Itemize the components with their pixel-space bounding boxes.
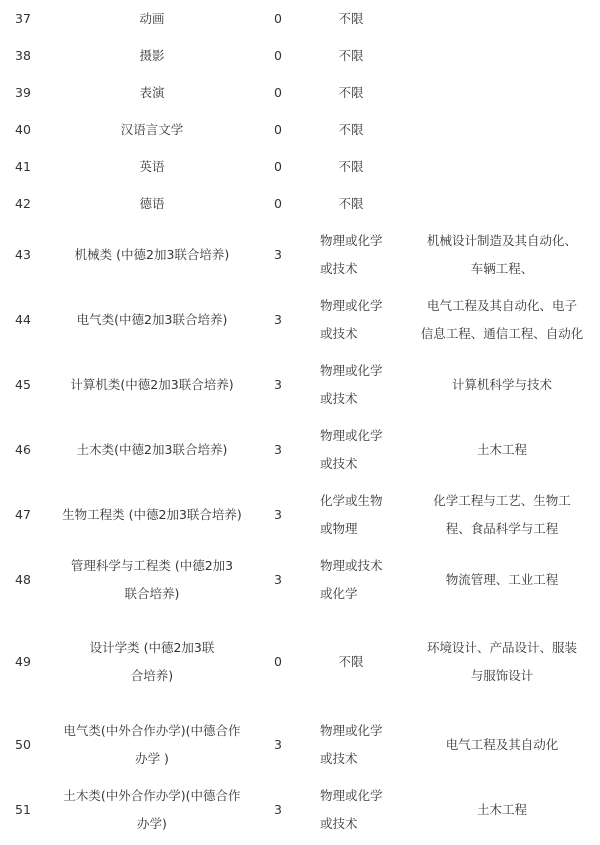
subject-requirement-text: 不限 — [338, 654, 364, 669]
row-number-text: 46 — [15, 441, 31, 457]
table-row — [0, 37, 600, 74]
row-number-text: 37 — [15, 10, 31, 26]
row-number — [0, 306, 46, 334]
enrollment-count-text: 3 — [274, 376, 282, 392]
row-number-text: 48 — [15, 571, 31, 587]
included-majors — [404, 436, 600, 464]
enrollment-count-text: 3 — [274, 441, 282, 457]
row-number — [0, 116, 46, 144]
subject-requirement-text: 物理或化学 或技术 — [320, 787, 383, 831]
major-category-name — [46, 42, 258, 70]
enrollment-count-text: 0 — [274, 195, 282, 211]
subject-requirement-text: 物理或化学 或技术 — [320, 232, 383, 276]
table-row — [0, 111, 600, 148]
enrollment-count-text: 3 — [274, 246, 282, 262]
major-category-name — [46, 5, 258, 33]
major-category-name — [46, 306, 258, 334]
included-majors-text: 土木工程 — [476, 441, 527, 457]
subject-requirement-text: 物理或化学 或技术 — [320, 427, 383, 471]
subject-requirement — [298, 5, 404, 33]
enrollment-count — [258, 731, 298, 759]
enrollment-count — [258, 5, 298, 33]
row-number — [0, 436, 46, 464]
major-category-name — [46, 371, 258, 399]
major-category-name — [46, 241, 258, 269]
row-number-text: 39 — [15, 84, 31, 100]
subject-requirement-text: 不限 — [338, 158, 364, 174]
major-category-name-text: 电气类(中德2加3联合培养) — [76, 311, 228, 327]
table-row — [0, 777, 600, 842]
row-number — [0, 566, 46, 594]
enrollment-count-text: 3 — [274, 506, 282, 522]
subject-requirement-text: 不限 — [338, 10, 364, 26]
major-category-name-text: 设计学类 (中德2加3联 合培养) — [89, 640, 215, 683]
row-number — [0, 371, 46, 399]
subject-requirement — [298, 487, 404, 543]
table-row — [0, 547, 600, 612]
major-category-name — [46, 552, 258, 608]
major-category-name — [46, 634, 258, 690]
row-number-text: 51 — [15, 801, 31, 817]
table-row — [0, 222, 600, 287]
table-row — [0, 148, 600, 185]
row-number-text: 50 — [15, 736, 31, 752]
row-number-text: 41 — [15, 158, 31, 174]
enrollment-count — [258, 306, 298, 334]
included-majors — [404, 731, 600, 759]
enrollment-count — [258, 79, 298, 107]
row-number-text: 44 — [15, 311, 31, 327]
major-category-name — [46, 782, 258, 838]
included-majors — [404, 566, 600, 594]
subject-requirement — [298, 357, 404, 413]
major-category-name-text: 电气类(中外合作办学)(中德合作 办学 ) — [63, 722, 241, 766]
major-category-name-text: 土木类(中外合作办学)(中德合作 办学) — [63, 787, 241, 831]
major-category-name — [46, 501, 258, 529]
subject-requirement-text: 物理或化学 或技术 — [320, 297, 383, 341]
enrollment-count — [258, 648, 298, 676]
enrollment-count — [258, 566, 298, 594]
included-majors-text: 计算机科学与技术 — [451, 376, 552, 392]
table-row — [0, 287, 600, 352]
included-majors — [404, 292, 600, 348]
table-row — [0, 0, 600, 37]
row-number — [0, 153, 46, 181]
enrollment-count-text: 3 — [274, 736, 282, 752]
included-majors-text: 土木工程 — [476, 801, 527, 817]
included-majors-text: 物流管理、工业工程 — [445, 571, 559, 587]
table-row — [0, 482, 600, 547]
row-number-text: 49 — [15, 654, 31, 669]
included-majors — [404, 487, 600, 543]
row-number-text: 47 — [15, 506, 31, 522]
major-category-name — [46, 153, 258, 181]
enrollment-count — [258, 116, 298, 144]
major-category-name-text: 生物工程类 (中德2加3联合培养) — [62, 506, 242, 522]
table-row — [0, 185, 600, 222]
included-majors-text: 电气工程及其自动化 — [445, 736, 559, 752]
enrollment-count — [258, 42, 298, 70]
subject-requirement-text: 不限 — [338, 84, 364, 100]
included-majors-text: 电气工程及其自动化、电子 信息工程、通信工程、自动化 — [420, 297, 584, 341]
included-majors-text: 环境设计、产品设计、服装 与服饰设计 — [426, 640, 577, 683]
enrollment-count — [258, 241, 298, 269]
subject-requirement — [298, 227, 404, 283]
subject-requirement-text: 化学或生物 或物理 — [320, 492, 383, 536]
table-row — [0, 612, 600, 712]
row-number — [0, 190, 46, 218]
enrollment-count-text: 3 — [274, 801, 282, 817]
enrollment-count — [258, 796, 298, 824]
enrollment-count-text: 0 — [274, 47, 282, 63]
subject-requirement — [298, 190, 404, 218]
subject-requirement — [298, 42, 404, 70]
row-number-text: 45 — [15, 376, 31, 392]
subject-requirement — [298, 782, 404, 838]
included-majors — [404, 227, 600, 283]
major-category-name-text: 德语 — [139, 195, 165, 211]
major-category-name-text: 动画 — [139, 10, 165, 26]
major-category-name-text: 英语 — [139, 158, 165, 174]
row-number-text: 43 — [15, 246, 31, 262]
major-category-name-text: 表演 — [139, 84, 165, 100]
major-category-name-text: 管理科学与工程类 (中德2加3 联合培养) — [70, 557, 234, 601]
major-category-name-text: 机械类 (中德2加3联合培养) — [74, 246, 230, 262]
major-category-name — [46, 436, 258, 464]
row-number — [0, 796, 46, 824]
row-number — [0, 501, 46, 529]
subject-requirement-text: 不限 — [338, 195, 364, 211]
major-category-name-text: 计算机类(中德2加3联合培养) — [70, 376, 234, 392]
subject-requirement-text: 不限 — [338, 47, 364, 63]
included-majors — [404, 371, 600, 399]
major-category-name — [46, 717, 258, 773]
enrollment-count-text: 0 — [274, 654, 282, 669]
enrollment-count-text: 0 — [274, 121, 282, 137]
row-number — [0, 648, 46, 676]
included-majors-text: 机械设计制造及其自动化、 车辆工程、 — [426, 232, 577, 276]
enrollment-count-text: 3 — [274, 571, 282, 587]
table-row — [0, 74, 600, 111]
enrollment-count — [258, 371, 298, 399]
enrollment-count — [258, 190, 298, 218]
subject-requirement — [298, 422, 404, 478]
major-category-name-text: 汉语言文学 — [120, 121, 184, 137]
row-number-text: 40 — [15, 121, 31, 137]
row-number-text: 42 — [15, 195, 31, 211]
subject-requirement — [298, 116, 404, 144]
subject-requirement — [298, 79, 404, 107]
enrollment-count-text: 0 — [274, 84, 282, 100]
enrollment-count — [258, 153, 298, 181]
major-category-name — [46, 190, 258, 218]
subject-requirement — [298, 552, 404, 608]
row-number-text: 38 — [15, 47, 31, 63]
enrollment-count — [258, 436, 298, 464]
subject-requirement — [298, 292, 404, 348]
included-majors — [404, 634, 600, 690]
subject-requirement — [298, 648, 404, 676]
enrollment-count-text: 3 — [274, 311, 282, 327]
subject-requirement-text: 物理或技术 或化学 — [320, 557, 383, 601]
subject-requirement-text: 物理或化学 或技术 — [320, 722, 383, 766]
subject-requirement-text: 不限 — [338, 121, 364, 137]
enrollment-count — [258, 501, 298, 529]
row-number — [0, 79, 46, 107]
major-category-name-text: 摄影 — [139, 47, 165, 63]
row-number — [0, 241, 46, 269]
subject-requirement-text: 物理或化学 或技术 — [320, 362, 383, 406]
table-row — [0, 417, 600, 482]
row-number — [0, 42, 46, 70]
row-number — [0, 731, 46, 759]
enrollment-count-text: 0 — [274, 10, 282, 26]
subject-requirement — [298, 153, 404, 181]
table-row — [0, 352, 600, 417]
enrollment-count-text: 0 — [274, 158, 282, 174]
table-row — [0, 712, 600, 777]
row-number — [0, 5, 46, 33]
subject-requirement — [298, 717, 404, 773]
major-category-name — [46, 116, 258, 144]
major-category-name-text: 土木类(中德2加3联合培养) — [76, 441, 228, 457]
major-category-name — [46, 79, 258, 107]
included-majors-text: 化学工程与工艺、生物工 程、食品科学与工程 — [433, 492, 571, 536]
included-majors — [404, 796, 600, 824]
